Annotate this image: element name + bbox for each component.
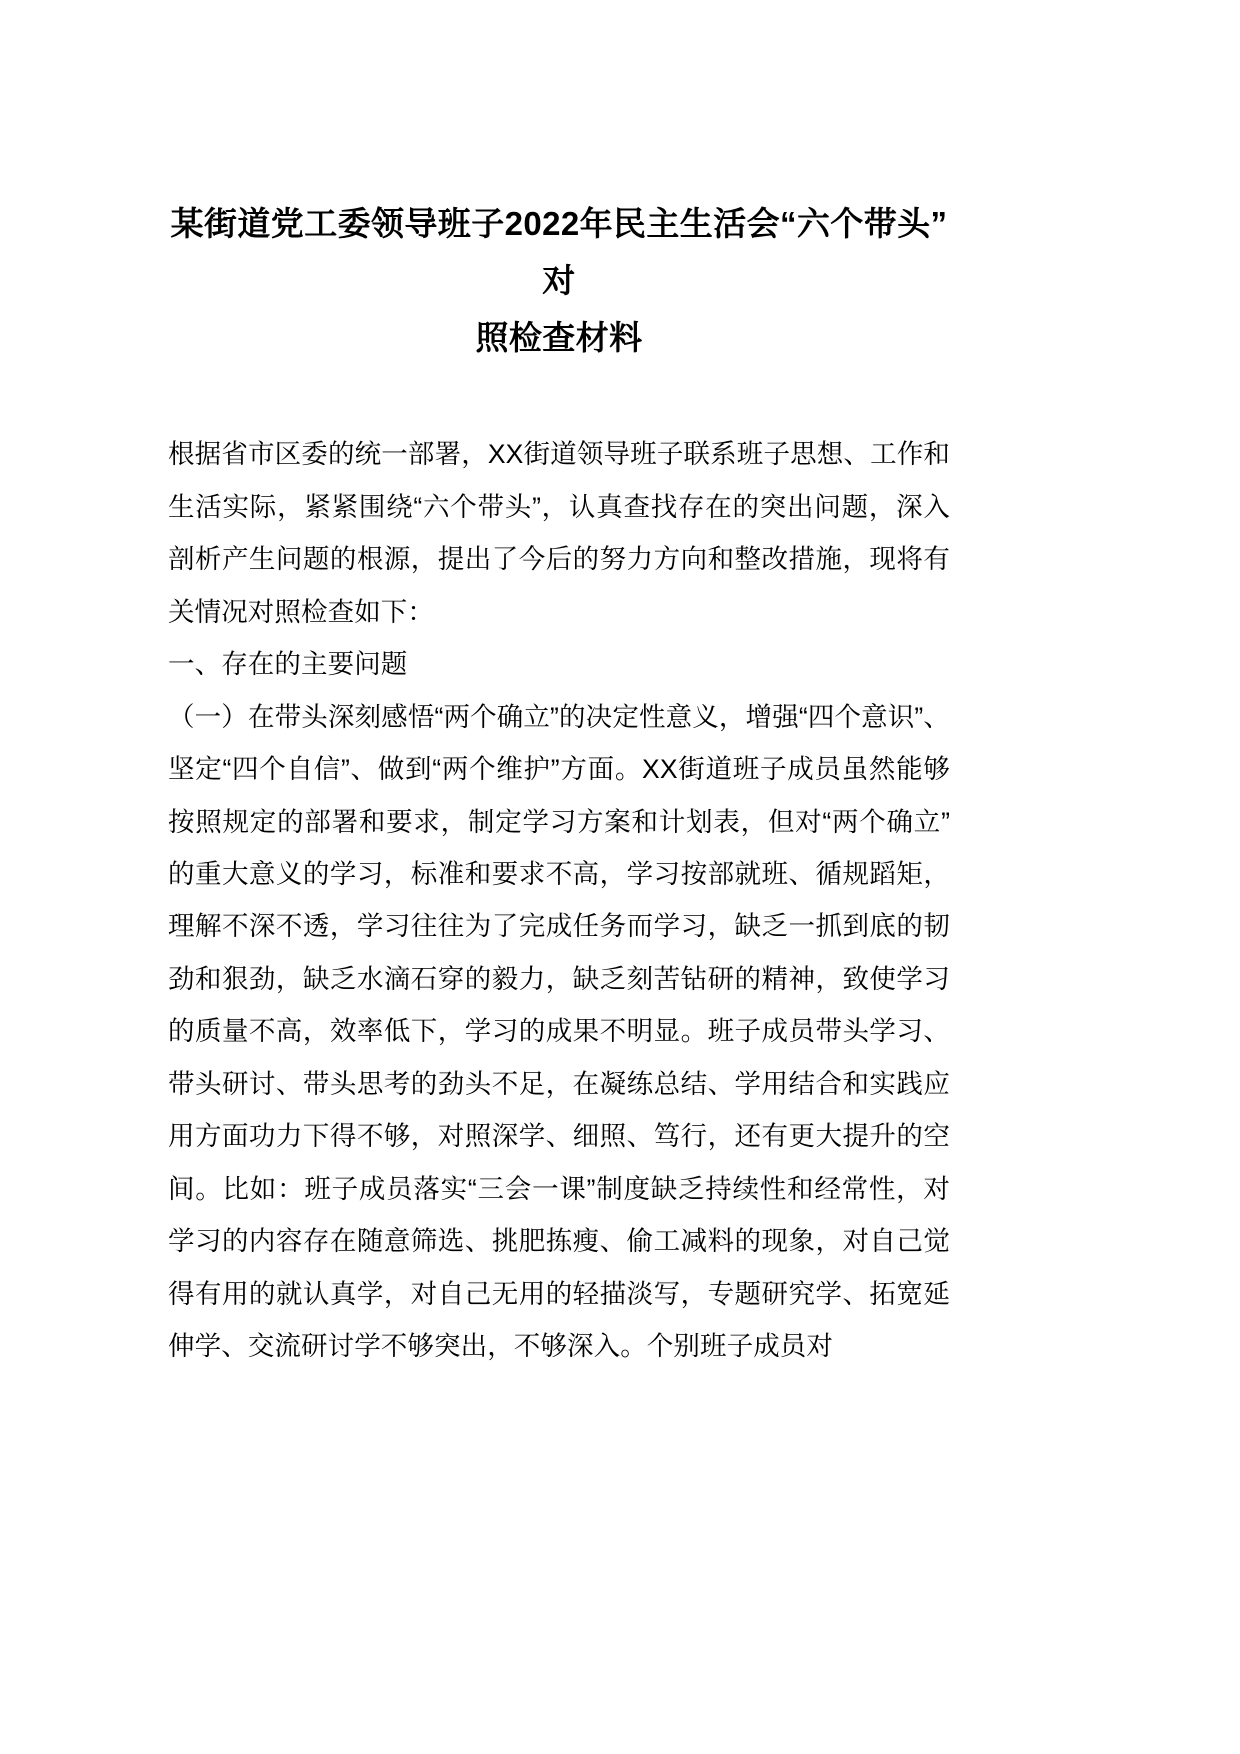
section-heading-one: 一、存在的主要问题: [168, 649, 408, 680]
page-title: [168, 0, 950, 366]
document-content: [168, 0, 950, 1373]
paragraph-intro: 根据省市区委的统一部署，XX街道领导班子联系班子思想、工作和生活实际，紧紧围绕“六个带头”，认真查找存在的突出问题，深入剖析产生问题的根源，提出了今后的努力方向和整改措施，现将有关情况对照检查如下：: [168, 439, 950, 627]
page-title-line-2: 照检查材料: [475, 318, 643, 356]
page-title-line-1: 某街道党工委领导班子2022年民主生活会“六个带头”对: [170, 205, 948, 299]
paragraph-item-one: （一）在带头深刻感悟“两个确立”的决定性意义，增强“四个意识”、坚定“四个自信”、做到“两个维护”方面。XX街道班子成员虽然能够按照规定的部署和要求，制定学习方案和计划表，但对“两个确立”的重大意义的学习，标准和要求不高，学习按部就班、循规蹈矩，理解不深不透，学习往往为了完成任务而学习，缺乏一抓到底的韧劲和狠劲，缺乏水滴石穿的毅力，缺乏刻苦钻研的精神，致使学习的质量不高，效率低下，学习的成果不明显。班子成员带头学习、带头研讨、带头思考的劲头不足，在凝练总结、学用结合和实践应用方面功力下得不够，对照深学、细照、笃行，还有更大提升的空间。比如：班子成员落实“三会一课”制度缺乏持续性和经常性，对学习的内容存在随意筛选、挑肥拣瘦、偷工减料的现象，对自己觉得有用的就认真学，对自己无用的轻描淡写，专题研究学、拓宽延伸学、交流研讨学不够突出，不够深入。个别班子成员对: [168, 701, 950, 1362]
